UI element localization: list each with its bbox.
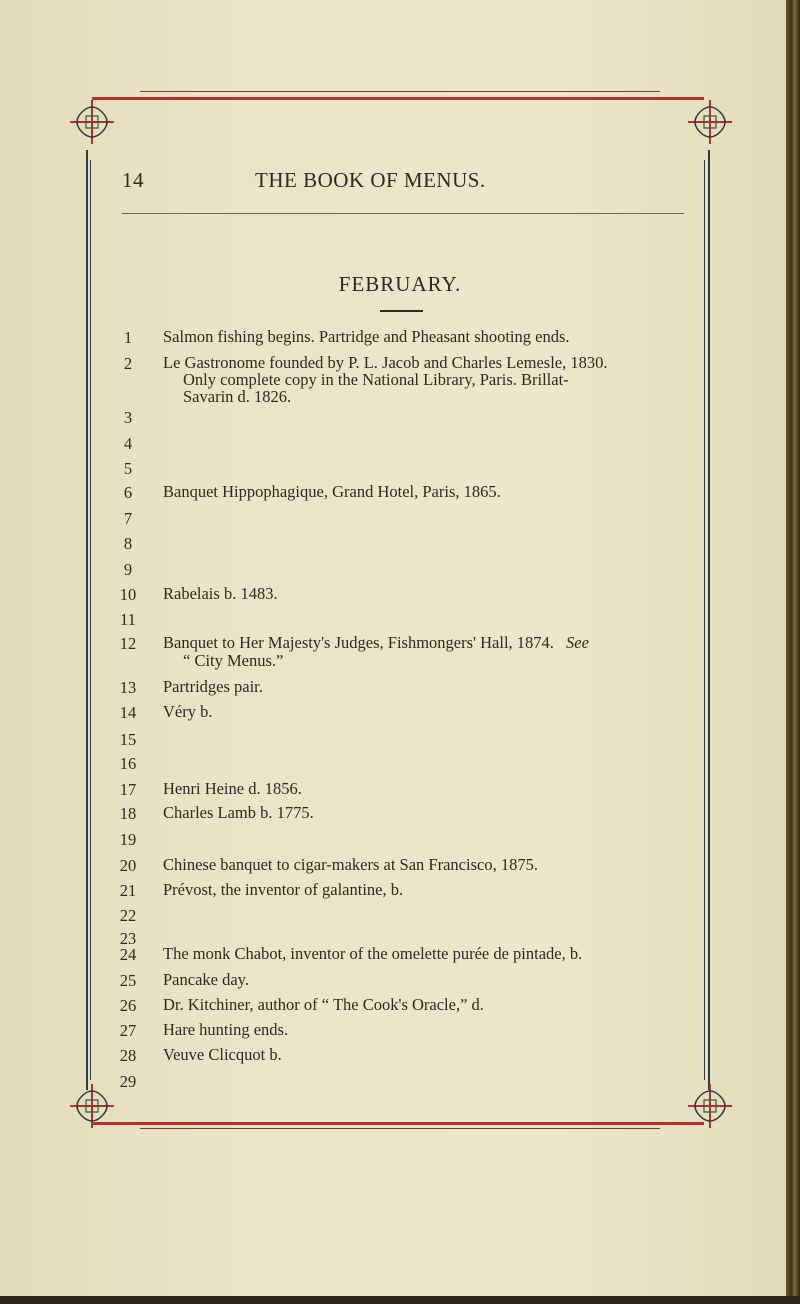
day-number: 23 [119, 929, 137, 948]
entry-text: Pancake day. [163, 970, 249, 989]
running-head-title: THE BOOK OF MENUS. [255, 168, 486, 192]
day-number: 10 [119, 585, 137, 604]
entry-text: Banquet Hippophagique, Grand Hotel, Paris, 1865. [163, 482, 501, 501]
entry-text: Chinese banquet to cigar-makers at San Francisco, 1875. [163, 855, 538, 874]
day-number: 9 [123, 560, 133, 579]
day-number: 14 [119, 703, 137, 722]
day-number: 7 [123, 509, 133, 528]
page-number: 14 [122, 168, 144, 192]
day-number: 24 [119, 945, 137, 964]
entry-text-continued: Savarin d. 1826. [183, 387, 292, 406]
day-number: 13 [119, 678, 137, 697]
day-number: 22 [119, 906, 137, 925]
day-number: 11 [120, 610, 136, 629]
entry-text [163, 634, 703, 651]
day-number: 29 [119, 1072, 137, 1091]
entry-text: Hare hunting ends. [163, 1020, 289, 1039]
day-number: 15 [119, 730, 137, 749]
day-number: 5 [123, 459, 133, 478]
see-reference: See [566, 633, 589, 652]
day-number: 16 [119, 754, 137, 773]
day-number: 6 [123, 483, 133, 502]
day-number: 2 [123, 354, 133, 373]
entry-text: Salmon fishing begins. Partridge and Pheasant shooting ends. [163, 327, 570, 346]
day-number: 20 [119, 856, 137, 875]
entry-text-main: Banquet to Her Majesty's Judges, Fishmongers' Hall, 1874. [163, 633, 554, 652]
entry-text: Véry b. [163, 702, 213, 721]
entry-text: Charles Lamb b. 1775. [163, 803, 314, 822]
day-number: 3 [123, 408, 133, 427]
day-number: 27 [119, 1021, 137, 1040]
day-number: 21 [119, 881, 137, 900]
day-number: 17 [119, 780, 137, 799]
entry-text-continued: “ City Menus.” [183, 651, 284, 670]
month-title: FEBRUARY. [338, 272, 462, 296]
entry-text-continued: Only complete copy in the National Library, Paris. Brillat- [183, 370, 569, 389]
day-number: 18 [119, 804, 137, 823]
entry-text: Rabelais b. 1483. [163, 584, 278, 603]
entry-text: Prévost, the inventor of galantine, b. [163, 880, 404, 899]
day-number: 26 [119, 996, 137, 1015]
entry-text: Le Gastronome founded by P. L. Jacob and Charles Lemesle, 1830. [163, 353, 608, 372]
day-number: 25 [119, 971, 137, 990]
day-number: 1 [123, 328, 133, 347]
entry-text: Dr. Kitchiner, author of “ The Cook's Oracle,” d. [163, 995, 484, 1014]
day-number: 4 [123, 434, 133, 453]
entry-text: Partridges pair. [163, 677, 263, 696]
day-number: 12 [119, 634, 137, 653]
day-number: 8 [123, 534, 133, 553]
entry-text: Henri Heine d. 1856. [163, 779, 302, 798]
day-number: 28 [119, 1046, 137, 1065]
day-number: 19 [119, 830, 137, 849]
entry-text: Veuve Clicquot b. [163, 1045, 282, 1064]
entry-text: The monk Chabot, inventor of the omelette purée de pintade, b. [163, 944, 583, 963]
